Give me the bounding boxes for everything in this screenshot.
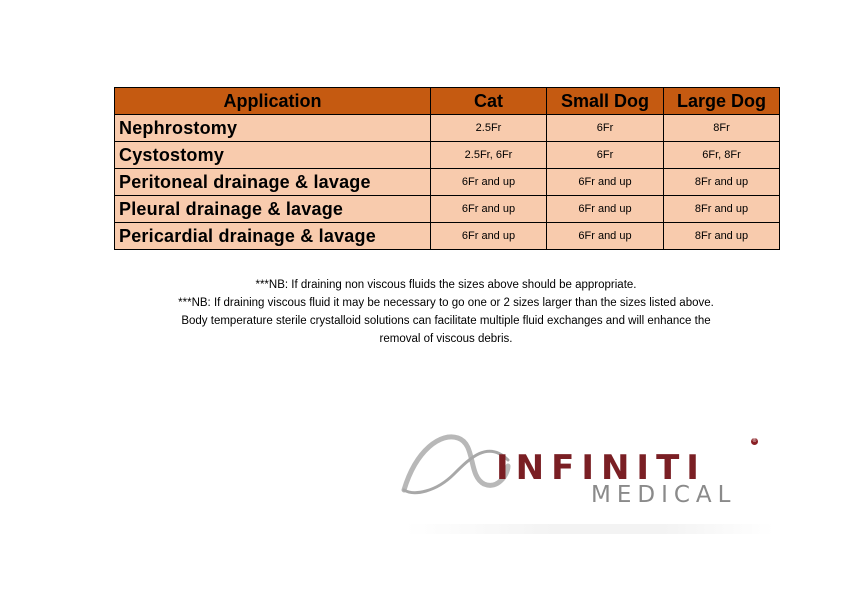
large-dog-cell: 8Fr [664, 115, 780, 142]
logo-shadow [406, 524, 774, 534]
table-row [115, 196, 780, 223]
application-cell: Pericardial drainage & lavage [115, 223, 431, 250]
table-row [115, 115, 780, 142]
application-cell: Pleural drainage & lavage [115, 196, 431, 223]
small-dog-cell: 6Fr [547, 142, 664, 169]
table-row [115, 169, 780, 196]
small-dog-cell: 6Fr [547, 115, 664, 142]
note-viscous: ***NB: If draining viscous fluid it may be necessary to go one or 2 sizes larger than the sizes listed above. [178, 297, 714, 309]
cat-cell: 2.5Fr [431, 115, 547, 142]
application-cell: Peritoneal drainage & lavage [115, 169, 431, 196]
header-small-dog: Small Dog [547, 88, 664, 115]
cat-cell: 6Fr and up [431, 196, 547, 223]
header-application: Application [115, 88, 431, 115]
logo-word-infiniti: INFINITI [496, 448, 706, 488]
infiniti-medical-logo [396, 430, 776, 540]
small-dog-cell: 6Fr and up [547, 169, 664, 196]
footnotes [110, 276, 782, 348]
large-dog-cell: 8Fr and up [664, 169, 780, 196]
header-large-dog: Large Dog [664, 88, 780, 115]
application-cell: Nephrostomy [115, 115, 431, 142]
large-dog-cell: 8Fr and up [664, 196, 780, 223]
logo-word-medical: MEDICAL [591, 482, 737, 508]
small-dog-cell: 6Fr and up [547, 223, 664, 250]
application-cell: Cystostomy [115, 142, 431, 169]
catheter-size-table [114, 87, 780, 250]
registered-mark: ® [752, 438, 757, 444]
cat-cell: 6Fr and up [431, 169, 547, 196]
small-dog-cell: 6Fr and up [547, 196, 664, 223]
note-crystalloid: Body temperature sterile crystalloid solutions can facilitate multiple fluid exchanges and will enhance the [181, 315, 711, 327]
note-crystalloid-cont: removal of viscous debris. [379, 333, 513, 345]
large-dog-cell: 6Fr, 8Fr [664, 142, 780, 169]
note-non-viscous: ***NB: If draining non viscous fluids the sizes above should be appropriate. [255, 279, 637, 291]
large-dog-cell: 8Fr and up [664, 223, 780, 250]
table-header-row [115, 88, 780, 115]
table-row [115, 142, 780, 169]
cat-cell: 2.5Fr, 6Fr [431, 142, 547, 169]
table-row [115, 223, 780, 250]
cat-cell: 6Fr and up [431, 223, 547, 250]
header-cat: Cat [431, 88, 547, 115]
